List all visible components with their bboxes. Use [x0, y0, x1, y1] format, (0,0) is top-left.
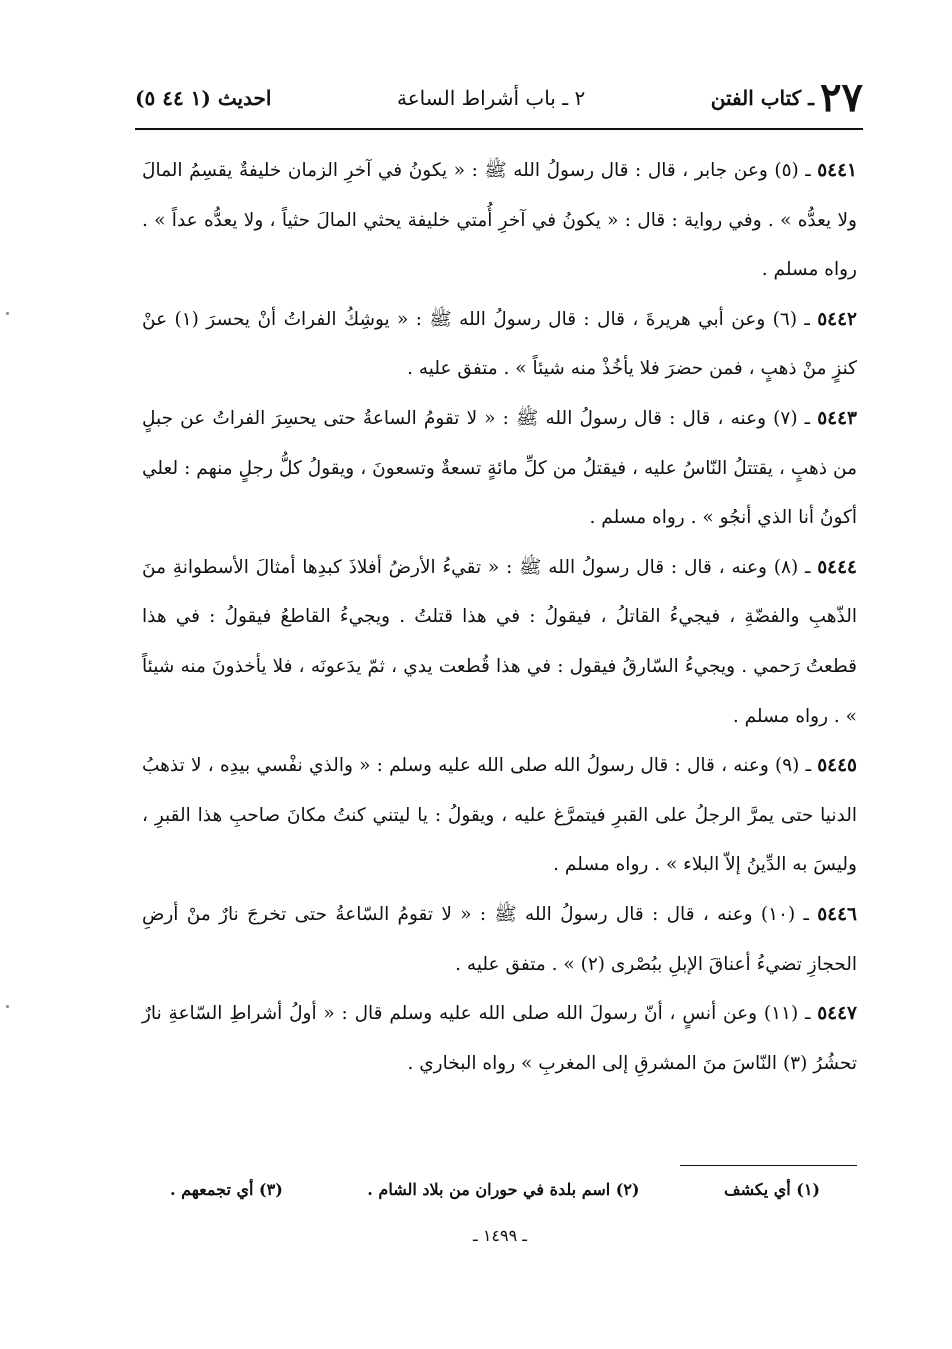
hadith-number: ٥٤٤٥ — [817, 755, 857, 777]
header-book-title — [710, 74, 863, 121]
hadith-number: ٥٤٤٢ — [817, 308, 857, 330]
hadith-paragraph — [142, 394, 857, 543]
page-number: ـ ١٤٩٩ ـ — [473, 1226, 527, 1245]
hadith-text: ـ (٧) وعنه ، قال : قال رسولُ الله ﷺ : « لا تقومُ الساعةُ حتى يحسِرَ الفراتُ عن جبلٍ من ذهبٍ ، يقتتلُ النّاسُ عليه ، فيقتلُ من كلِّ مائةٍ تسعةٌ وتسعونَ ، ويقولُ كلُّ رجلٍ منهم : لعلي أكونُ أنا الذي أنجُو » . رواه مسلم . — [142, 407, 857, 529]
hadith-text: ـ (٨) وعنه ، قال : قال رسولُ الله ﷺ : « تقيءُ الأرضُ أفلاذَ كبدِها أمثالَ الأسطوانةِ منَ الذّهبِ والفضّةِ ، فيجيءُ القاتلُ ، فيقولُ : في هذا قتلتُ . ويجيءُ القاطعُ فيقولُ : في هذا قطعتُ رَحمي . ويجيءُ السّارقُ فيقول : في هذا قُطعت يدي ، ثمّ يدَعونَه ، فلا يأخذونَ منه شيئاً » . رواه مسلم . — [142, 556, 857, 727]
footnote-3: (٣) أي تجمعهم . — [170, 1180, 283, 1199]
hadith-paragraph — [142, 543, 857, 741]
hadith-text: ـ (٩) وعنه ، قال : قال رسولُ الله صلى الله عليه وسلم : « والذي نفْسي بيدِه ، لا تذهبُ الدنيا حتى يمرَّ الرجلُ على القبرِ فيتمرَّغ عليه ، ويقولُ : يا ليتني كنتُ مكانَ صاحبِ هذا القبرِ ، وليسَ به الدِّينُ إلاّ البلاء » . رواه مسلم . — [142, 755, 857, 876]
page-header — [135, 72, 863, 124]
hadith-number: ٥٤٤٣ — [817, 407, 857, 429]
section-title: ٢ ـ باب أشراط الساعة — [397, 86, 586, 110]
hadith-text: ـ (٥) وعن جابر ، قال : قال رسولُ الله ﷺ : « يكونُ في آخرِ الزمان خليفةٌ يقسِمُ المالَ ولا يعدُّه » . وفي رواية : قال : « يكونُ في آخرِ أُمتي خليفة يحثي المالَ حثياً ، ولا يعدُّه عداً » . رواه مسلم . — [142, 160, 857, 281]
hadith-number: ٥٤٤٧ — [817, 1003, 857, 1025]
hadith-paragraph — [142, 146, 857, 295]
scan-dot — [6, 312, 9, 315]
hadith-paragraph — [142, 741, 857, 890]
footnote-1: (١) أي يكشف — [724, 1180, 820, 1199]
book-name: ـ كتاب الفتن — [710, 86, 815, 110]
hadith-paragraph — [142, 890, 857, 989]
hadith-paragraph — [142, 295, 857, 394]
hadith-text: ـ (٦) وعن أبي هريرةَ ، قال : قال رسولُ الله ﷺ : « يوشِكُ الفراتُ أنْ يحسرَ (١) عنْ كنزٍ منْ ذهبٍ ، فمن حضرَ فلا يأخُذْ منه شيئاً » . متفق عليه . — [142, 308, 857, 380]
hadith-number: ٥٤٤٦ — [817, 903, 857, 925]
hadith-text: ـ (١١) وعن أنسٍ ، أنّ رسولَ الله صلى الله عليه وسلم قال : « أولُ أشراطِ السّاعةِ نارٌ تحشُرُ (٣) النّاسَ منَ المشرقِ إلى المغربِ » رواه البخاري . — [142, 1003, 857, 1074]
footnote-rule — [680, 1165, 857, 1166]
footnotes — [170, 1180, 820, 1199]
page-body — [142, 146, 857, 1088]
scan-dot — [6, 1005, 9, 1008]
hadith-text: ـ (١٠) وعنه ، قال : قال رسولُ الله ﷺ : « لا تقومُ السّاعةُ حتى تخرجَ نارٌ منْ أرضِ الحجازِ تضيءُ أعناقَ الإبلِ ببُصْرى (٢) » . متفق عليه . — [142, 903, 857, 975]
hadith-range: احديث (١ ٤٤ ٥) — [135, 86, 272, 110]
header-rule — [135, 128, 863, 130]
hadith-number: ٥٤٤١ — [817, 160, 857, 181]
hadith-paragraph — [142, 989, 857, 1088]
footnote-2: (٢) اسم بلدة في حوران من بلاد الشام . — [367, 1180, 640, 1199]
chapter-number: ٢٧ — [820, 74, 863, 121]
hadith-number: ٥٤٤٤ — [817, 556, 857, 578]
